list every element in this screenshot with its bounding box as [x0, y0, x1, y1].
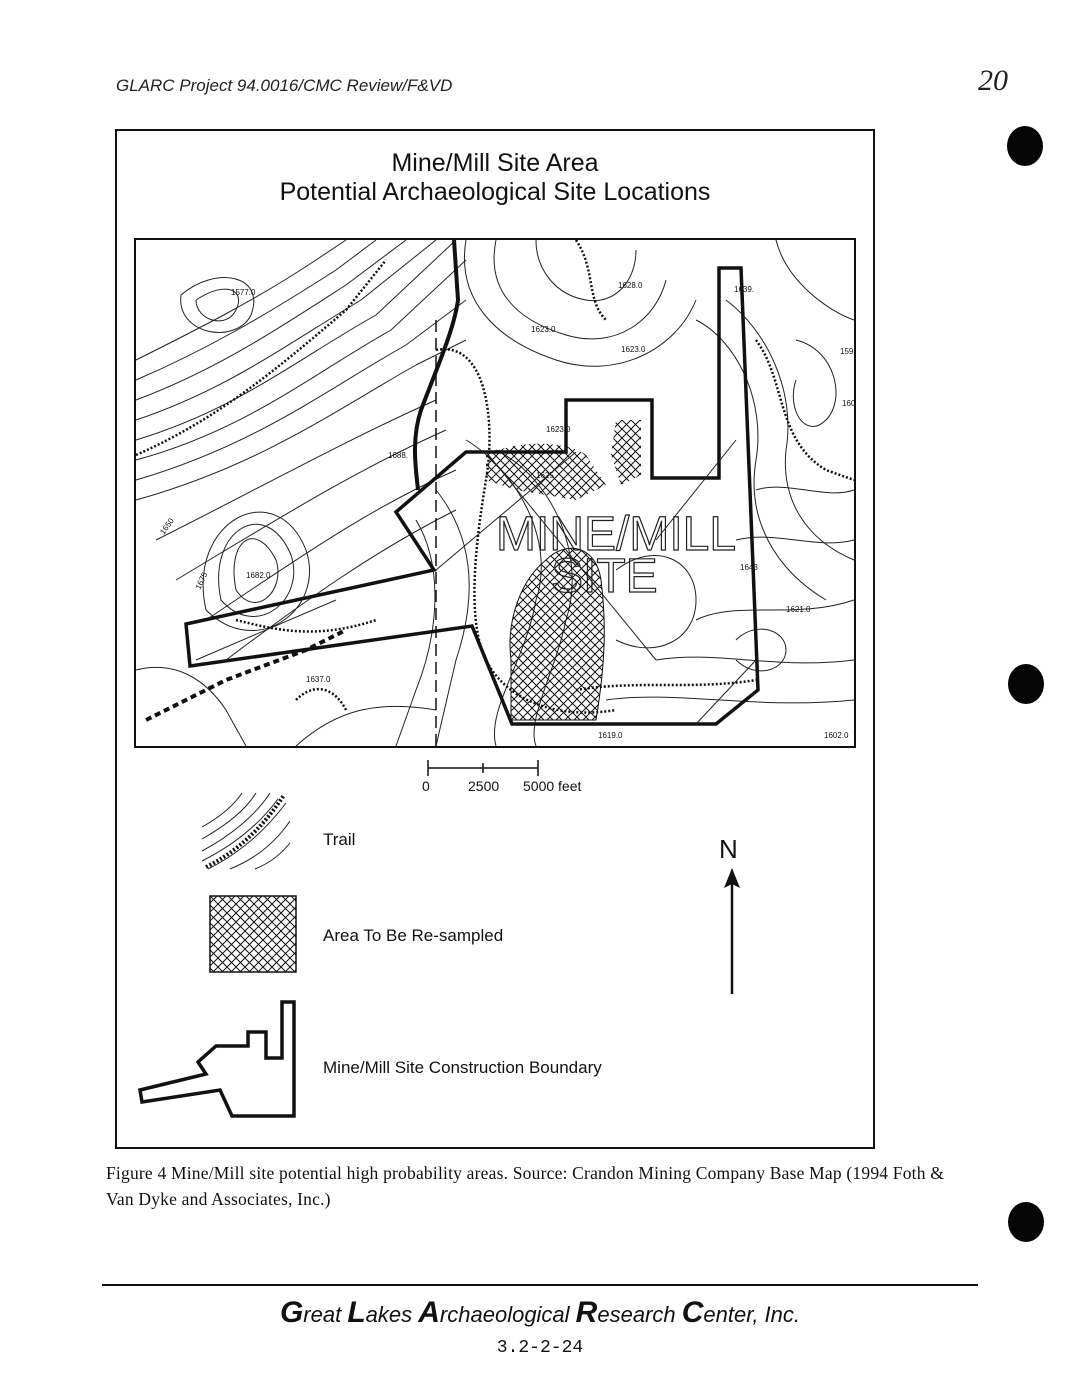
scale-tick-label: 0 [422, 778, 430, 794]
elevation-label: 1621.0 [786, 605, 811, 614]
scale-tick-label: 2500 [468, 778, 500, 794]
crosshatch-symbol [209, 895, 297, 973]
elevation-label: 160 [842, 399, 856, 408]
hole-punch [1007, 126, 1043, 166]
elevation-label: 1619.0 [598, 731, 623, 740]
elevation-label: 159 [840, 347, 854, 356]
header-project-reference: GLARC Project 94.0016/CMC Review/F&VD [116, 76, 453, 95]
elevation-label: 1643 [740, 563, 758, 572]
legend-label-boundary: Mine/Mill Site Construction Boundary [323, 1058, 602, 1077]
elevation-label: 1682.0 [246, 571, 271, 580]
elevation-label: 1623.0 [531, 325, 556, 334]
elevation-label: 1639. [734, 285, 755, 294]
boundary-symbol [136, 998, 300, 1124]
elevation-label: 1628.0 [618, 281, 643, 290]
elevation-label: 1577.0 [231, 288, 256, 297]
legend-label-resample: Area To Be Re-sampled [323, 926, 504, 945]
header-page-number: 20 [978, 64, 1008, 97]
map-title-line1: Mine/Mill Site Area [391, 149, 599, 177]
construction-boundary [186, 268, 758, 724]
elevation-label: 1688. [388, 451, 409, 460]
legend-label-trail: Trail [323, 830, 356, 849]
elevation-label: 1650 [158, 516, 176, 537]
scale-bar [426, 756, 542, 778]
scale-tick-label: 5000 feet [523, 778, 582, 794]
elevation-label: 1637.0 [306, 675, 331, 684]
map-site-label-line1: MINE/MILL [496, 508, 737, 561]
map-site-label-line2: SITE [551, 550, 658, 603]
hole-punch [1008, 1202, 1044, 1242]
north-arrow [720, 866, 744, 996]
figure-caption: Figure 4 Mine/Mill site potential high probability areas. Source: Crandon Mining Company Base Map (1994 Foth & Van Dyke and Associates, Inc.) [106, 1163, 945, 1209]
elevation-label: 1625 [536, 471, 554, 480]
map-title-line2: Potential Archaeological Site Locations [279, 178, 711, 206]
elevation-label: 1623.0 [546, 425, 571, 434]
topographic-map [134, 238, 856, 748]
elevation-label: 1675 [193, 570, 210, 591]
hole-punch [1008, 664, 1044, 704]
elevation-label: 1602.0 [824, 731, 849, 740]
elevation-label: 1623.0 [621, 345, 646, 354]
north-label: N [719, 834, 738, 864]
trail-symbol [200, 791, 292, 871]
topographic-map-drawing [136, 240, 854, 746]
footer-organization: Great Lakes Archaeological Research Center, Inc. [279, 1296, 801, 1329]
document-page-id: 3.2-2-24 [496, 1338, 584, 1358]
footer-divider [102, 1284, 978, 1286]
